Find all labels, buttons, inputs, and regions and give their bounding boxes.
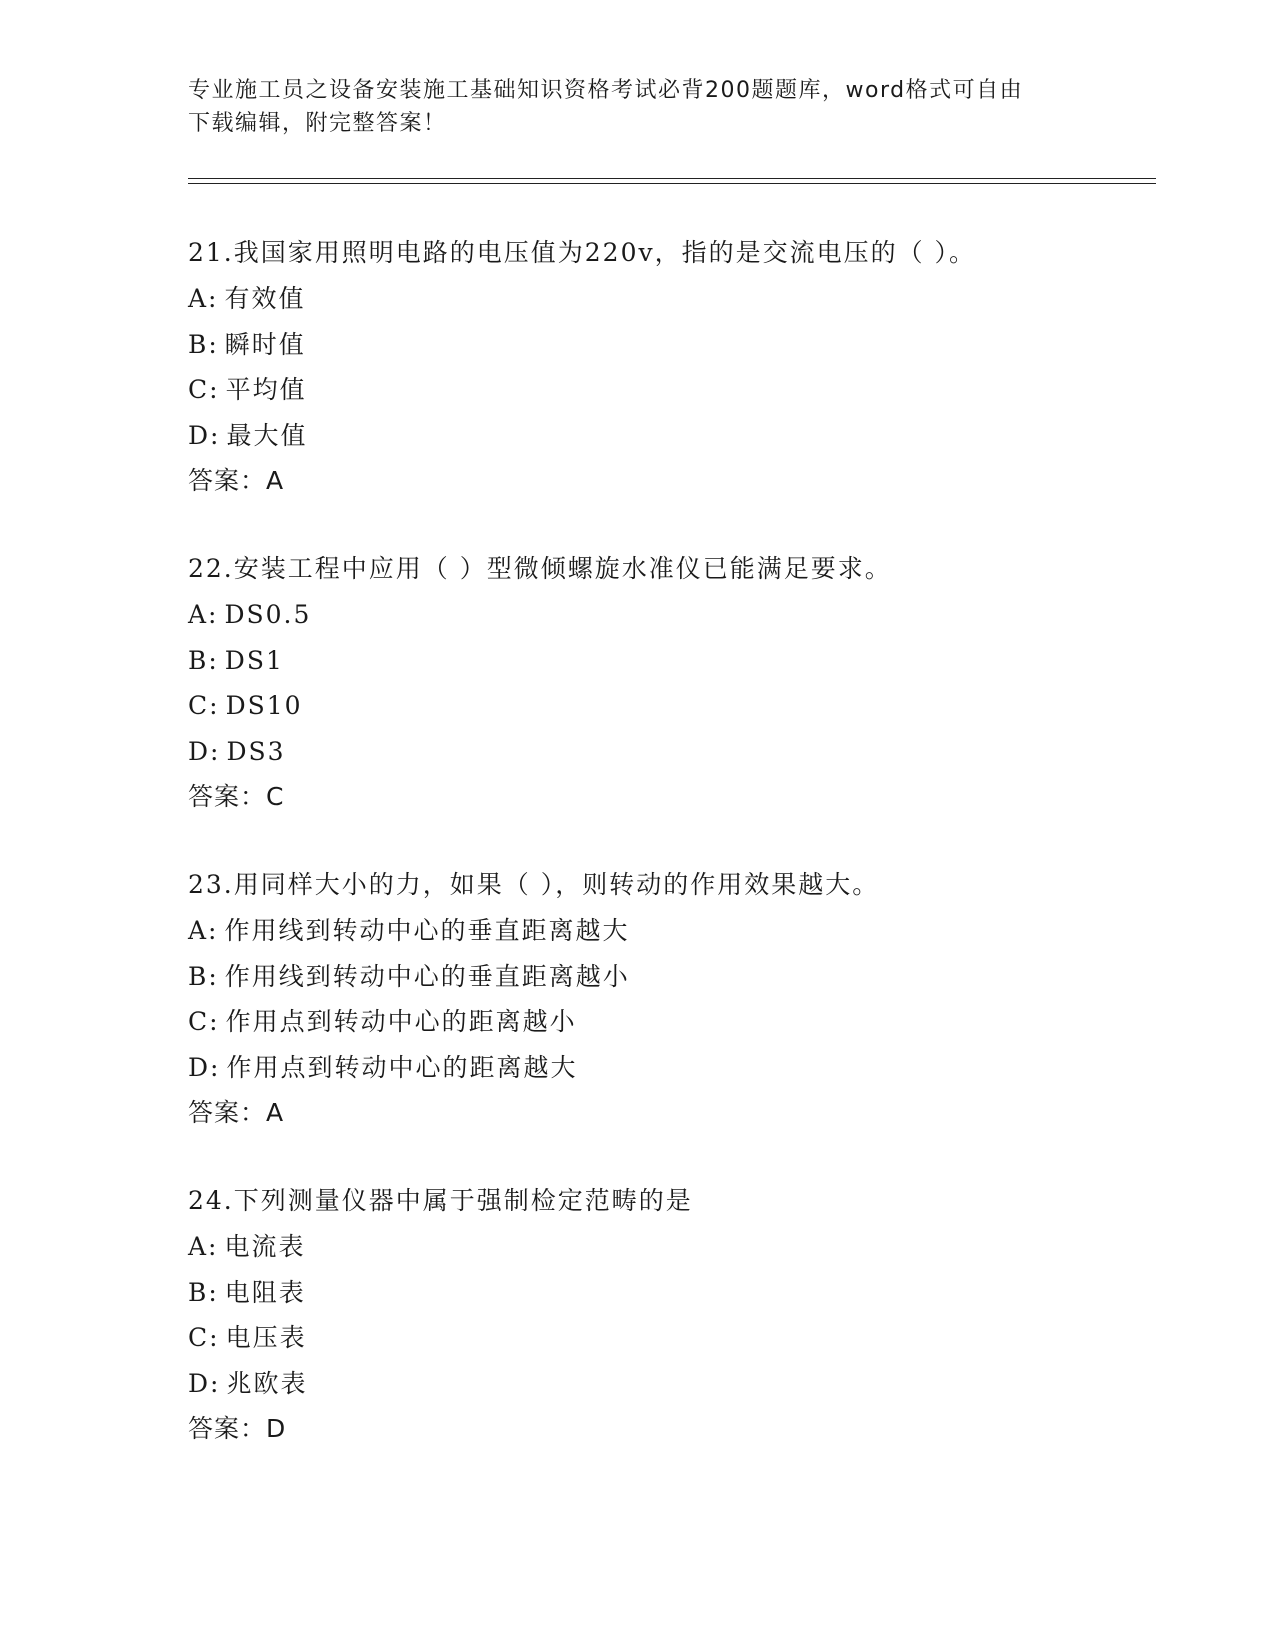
option-text: 最大值	[226, 420, 308, 450]
option-c	[188, 1007, 1148, 1053]
option-letter: B:	[188, 961, 219, 991]
question-stem: 21.我国家用照明电路的电压值为220v，指的是交流电压的（ ）。	[188, 238, 977, 267]
option-letter: C:	[188, 691, 220, 720]
option-text: 电阻表	[224, 1277, 306, 1307]
option-text: 电流表	[224, 1232, 306, 1261]
option-text: 兆欧表	[226, 1368, 308, 1398]
option-letter: B:	[188, 1277, 219, 1307]
option-b	[188, 330, 1148, 376]
option-letter: B:	[188, 329, 219, 359]
option-a	[188, 916, 1148, 962]
question-stem: 24.下列测量仪器中属于强制检定范畴的是	[188, 1186, 693, 1215]
option-letter: D:	[188, 420, 221, 450]
option-b	[188, 646, 1148, 692]
option-text: 作用线到转动中心的垂直距离越小	[224, 961, 630, 991]
option-a	[188, 600, 1148, 646]
option-text: 电压表	[225, 1323, 307, 1352]
option-letter: A:	[188, 1232, 219, 1261]
option-a	[188, 1232, 1148, 1278]
option-c	[188, 1323, 1148, 1369]
option-letter: C:	[188, 375, 220, 404]
question-24	[188, 1186, 1148, 1444]
option-d	[188, 737, 1148, 783]
option-a	[188, 284, 1148, 330]
document-header	[188, 74, 1068, 140]
option-text: 作用点到转动中心的距离越大	[226, 1052, 578, 1082]
header-line-1: 专业施工员之设备安装施工基础知识资格考试必背200题题库，word格式可自由	[188, 78, 1024, 103]
option-text: DS0.5	[224, 600, 312, 629]
option-text: 平均值	[225, 375, 307, 404]
question-stem: 22.安装工程中应用（ ）型微倾螺旋水准仪已能满足要求。	[188, 554, 892, 583]
option-letter: D:	[188, 1368, 221, 1398]
question-23	[188, 870, 1148, 1128]
option-letter: C:	[188, 1007, 220, 1036]
option-text: 作用点到转动中心的距离越小	[225, 1007, 577, 1036]
option-text: 瞬时值	[224, 329, 306, 359]
option-letter: A:	[188, 600, 219, 629]
option-letter: A:	[188, 284, 219, 313]
option-letter: D:	[188, 736, 221, 766]
option-letter: C:	[188, 1323, 220, 1352]
option-d	[188, 1369, 1148, 1415]
option-b	[188, 962, 1148, 1008]
header-line-2: 下载编辑，附完整答案！	[188, 111, 447, 136]
option-c	[188, 691, 1148, 737]
option-c	[188, 375, 1148, 421]
answer-line: 答案：C	[188, 782, 285, 811]
answer-line: 答案：A	[188, 466, 285, 495]
question-stem: 23.用同样大小的力，如果（ ），则转动的作用效果越大。	[188, 870, 880, 899]
header-divider-bottom	[188, 183, 1156, 184]
option-text: DS3	[226, 736, 286, 766]
question-22	[188, 554, 1148, 812]
header-divider-top	[188, 178, 1156, 179]
option-d	[188, 421, 1148, 467]
option-letter: B:	[188, 645, 219, 675]
option-letter: D:	[188, 1052, 221, 1082]
option-d	[188, 1053, 1148, 1099]
question-21	[188, 238, 1148, 496]
answer-line: 答案：D	[188, 1414, 287, 1443]
answer-line: 答案：A	[188, 1098, 285, 1127]
option-text: 作用线到转动中心的垂直距离越大	[224, 916, 630, 945]
option-text: DS1	[224, 645, 284, 675]
option-text: 有效值	[224, 284, 306, 313]
option-b	[188, 1278, 1148, 1324]
option-text: DS10	[225, 691, 303, 720]
option-letter: A:	[188, 916, 219, 945]
